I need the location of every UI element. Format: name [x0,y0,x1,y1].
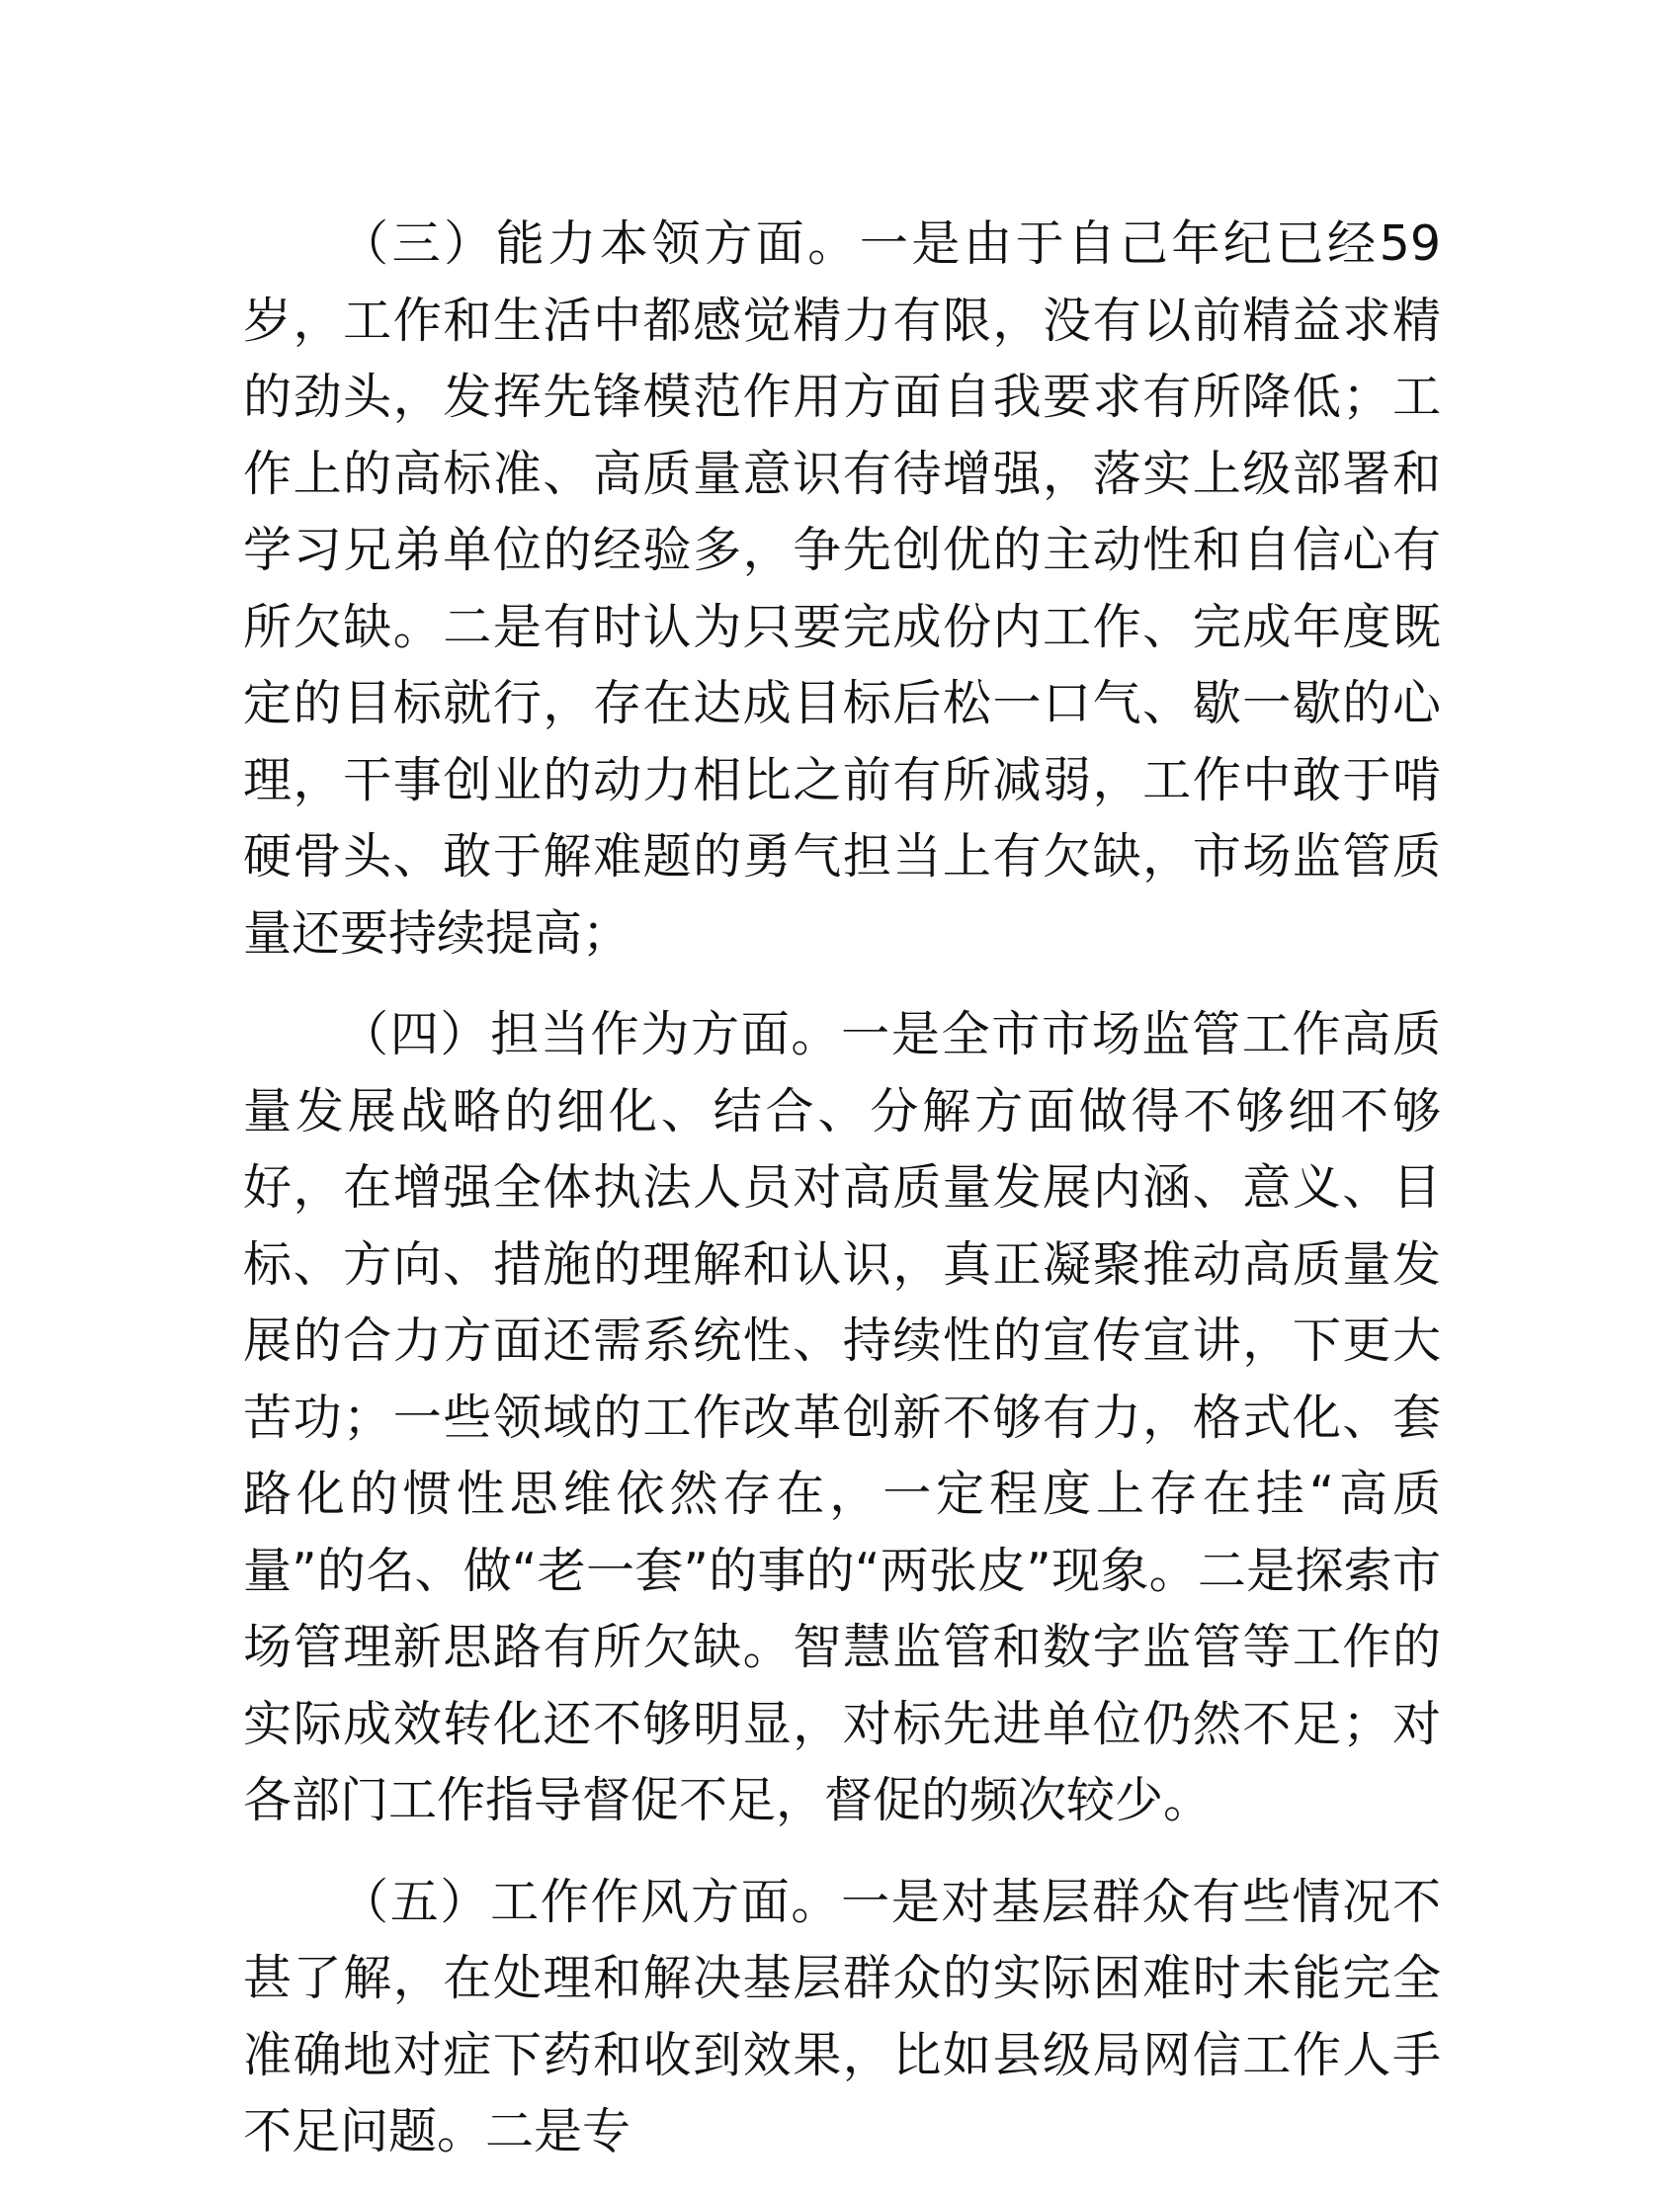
paragraph-ability: （三）能力本领方面。一是由于自己年纪已经59岁，工作和生活中都感觉精力有限，没有以前精益求精的劲头，发挥先锋模范作用方面自我要求有所降低；工作上的高标准、高质量意识有待增强，落实上级部署和学习兄弟单位的经验多，争先创优的主动性和自信心有所欠缺。二是有时认为只要完成份内工作、完成年度既定的目标就行，存在达成目标后松一口气、歇一歇的心理，干事创业的动力相比之前有所减弱，工作中敢于啃硬骨头、敢于解难题的勇气担当上有欠缺，市场监管质量还要持续提高； [243,215,1441,962]
paragraph-work-style: （五）工作作风方面。一是对基层群众有些情况不甚了解，在处理和解决基层群众的实际困难时未能完全准确地对症下药和收到效果，比如县级局网信工作人手不足问题。二是专 [243,1873,1441,2159]
document-body [243,206,1441,2195]
paragraph-responsibility: （四）担当作为方面。一是全市市场监管工作高质量发展战略的细化、结合、分解方面做得不够细不够好，在增强全体执法人员对高质量发展内涵、意义、目标、方向、措施的理解和认识，真正凝聚推动高质量发展的合力方面还需系统性、持续性的宣传宣讲，下更大苦功；一些领域的工作改革创新不够有力，格式化、套路化的惯性思维依然存在，一定程度上存在挂“高质量”的名、做“老一套”的事的“两张皮”现象。二是探索市场管理新思路有所欠缺。智慧监管和数字监管等工作的实际成效转化还不够明显，对标先进单位仍然不足；对各部门工作指导督促不足，督促的频次较少。 [243,1006,1441,1828]
